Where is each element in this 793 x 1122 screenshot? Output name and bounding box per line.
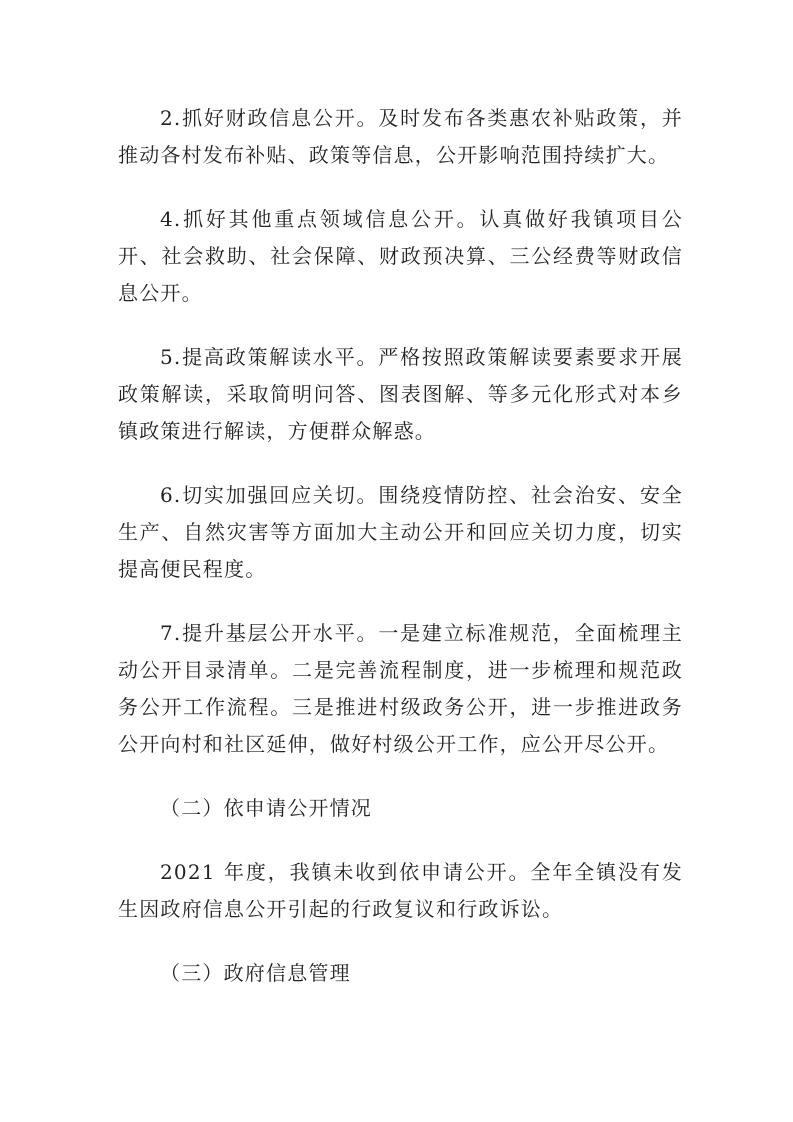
- paragraph-item-6: 6.切实加强回应关切。围绕疫情防控、社会治安、安全生产、自然灾害等方面加大主动公开和回应关切力度，切实提高便民程度。: [118, 483, 683, 581]
- paragraph-item-7: 7.提升基层公开水平。一是建立标准规范，全面梳理主动公开目录清单。二是完善流程制度，进一步梳理和规范政务公开工作流程。三是推进村级政务公开，进一步推进政务公开向村和社区延伸，做好村级公开工作，应公开尽公开。: [118, 621, 683, 756]
- paragraph-application-disclosure: 2021 年度，我镇未收到依申请公开。全年全镇没有发生因政府信息公开引起的行政复议和行政诉讼。: [118, 860, 683, 921]
- paragraph-item-2: 2.抓好财政信息公开。及时发布各类惠农补贴政策，并推动各村发布补贴、政策等信息，公开影响范围持续扩大。: [118, 106, 683, 167]
- section-heading-application-disclosure: （二）依申请公开情况: [160, 796, 372, 820]
- paragraph-item-5: 5.提高政策解读水平。严格按照政策解读要素要求开展政策解读，采取简明问答、图表图解、等多元化形式对本乡镇政策进行解读，方便群众解惑。: [118, 345, 683, 443]
- paragraph-item-4: 4.抓好其他重点领域信息公开。认真做好我镇项目公开、社会救助、社会保障、财政预决算、三公经费等财政信息公开。: [118, 207, 683, 305]
- section-heading-information-management: （三）政府信息管理: [160, 961, 351, 985]
- document-body: [118, 100, 683, 1019]
